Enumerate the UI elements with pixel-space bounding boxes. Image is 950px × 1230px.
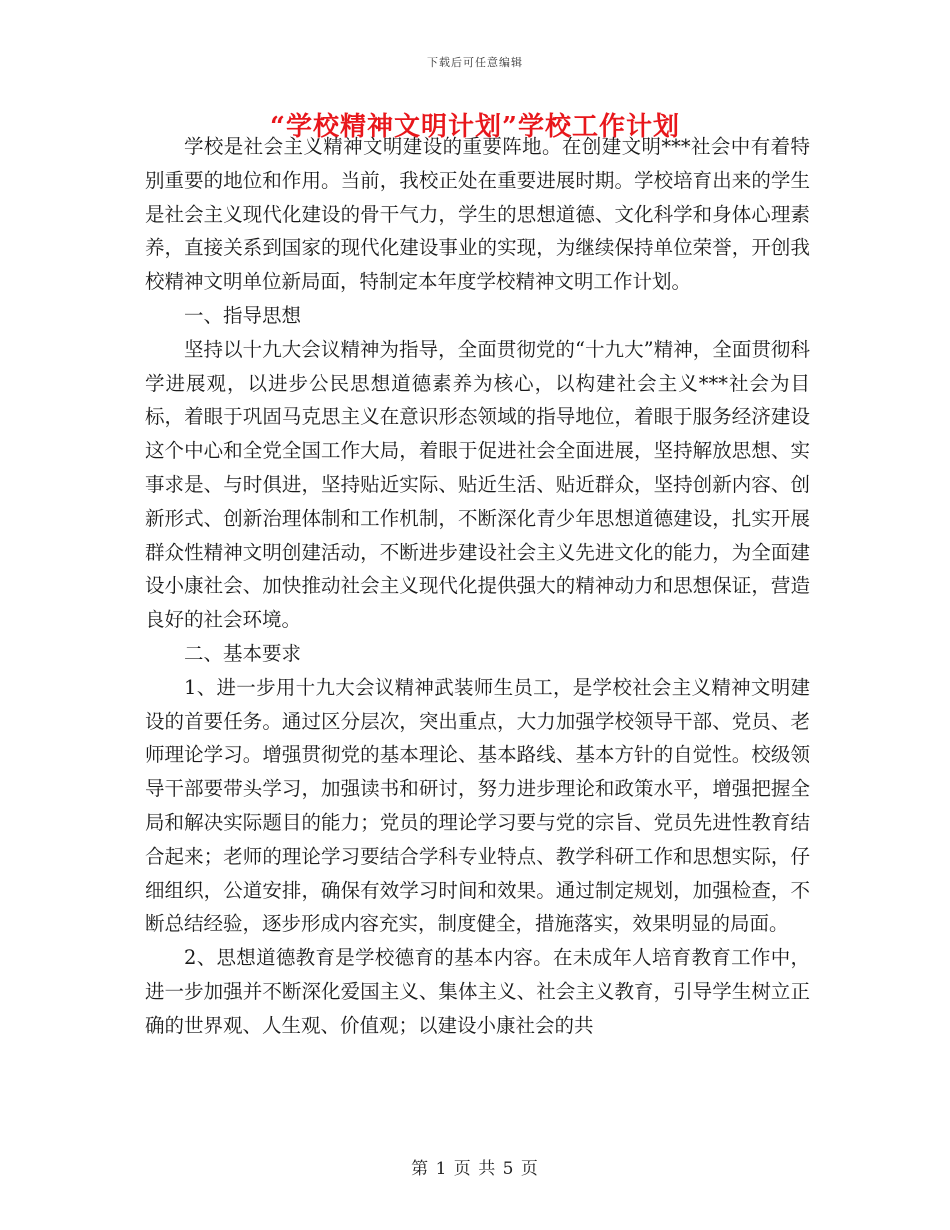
paragraph-intro: 学校是社会主义精神文明建设的重要阵地。在创建文明***社会中有着特别重要的地位和作用。当前，我校正处在重要进展时期。学校培育出来的学生是社会主义现代化建设的骨干气力，学生的思想道德、文化科学和身体心理素养，直接关系到国家的现代化建设事业的实现，为继续保持单位荣誉，开创我校精神文明单位新局面，特制定本年度学校精神文明工作计划。 — [145, 135, 810, 294]
page-footer: 第 1 页 共 5 页 — [411, 1159, 539, 1179]
header-note: 下载后可任意编辑 — [427, 56, 523, 69]
paragraph-guiding-ideology: 坚持以十九大会议精神为指导，全面贯彻党的“十九大”精神，全面贯彻科学进展观，以进步公民思想道德素养为核心，以构建社会主义***社会为目标，着眼于巩固马克思主义在意识形态领域的指导地位，着眼于服务经济建设这个中心和全党全国工作大局，着眼于促进社会全面进展，坚持解放思想、实事求是、与时俱进，坚持贴近实际、贴近生活、贴近群众，坚持创新内容、创新形式、创新治理体制和工作机制，不断深化青少年思想道德建设，扎实开展群众性精神文明创建活动，不断进步建设社会主义先进文化的能力，为全面建设小康社会、加快推动社会主义现代化提供强大的精神动力和思想保证，营造良好的社会环境。 — [145, 337, 810, 632]
section-heading-guiding-ideology: 一、指导思想 — [184, 303, 302, 327]
paragraph-requirement-1: 1、进一步用十九大会议精神武装师生员工，是学校社会主义精神文明建设的首要任务。通过区分层次，突出重点，大力加强学校领导干部、党员、老师理论学习。增强贯彻党的基本理论、基本路线、基本方针的自觉性。校级领导干部要带头学习，加强读书和研讨，努力进步理论和政策水平，增强把握全局和解决实际题目的能力；党员的理论学习要与党的宗旨、党员先进性教育结合起来；老师的理论学习要结合学科专业特点、教学科研工作和思想实际，仔细组织，公道安排，确保有效学习时间和效果。通过制定规划，加强检查，不断总结经验，逐步形成内容充实，制度健全，措施落实，效果明显的局面。 — [145, 675, 810, 936]
paragraph-requirement-2: 2、思想道德教育是学校德育的基本内容。在未成年人培育教育工作中，进一步加强并不断深化爱国主义、集体主义、社会主义教育，引导学生树立正确的世界观、人生观、价值观；以建设小康社会的共 — [145, 946, 810, 1037]
section-heading-basic-requirements: 二、基本要求 — [184, 641, 302, 665]
document-body — [145, 130, 810, 1043]
document-title: “学校精神文明计划”学校工作计划 — [270, 112, 680, 142]
